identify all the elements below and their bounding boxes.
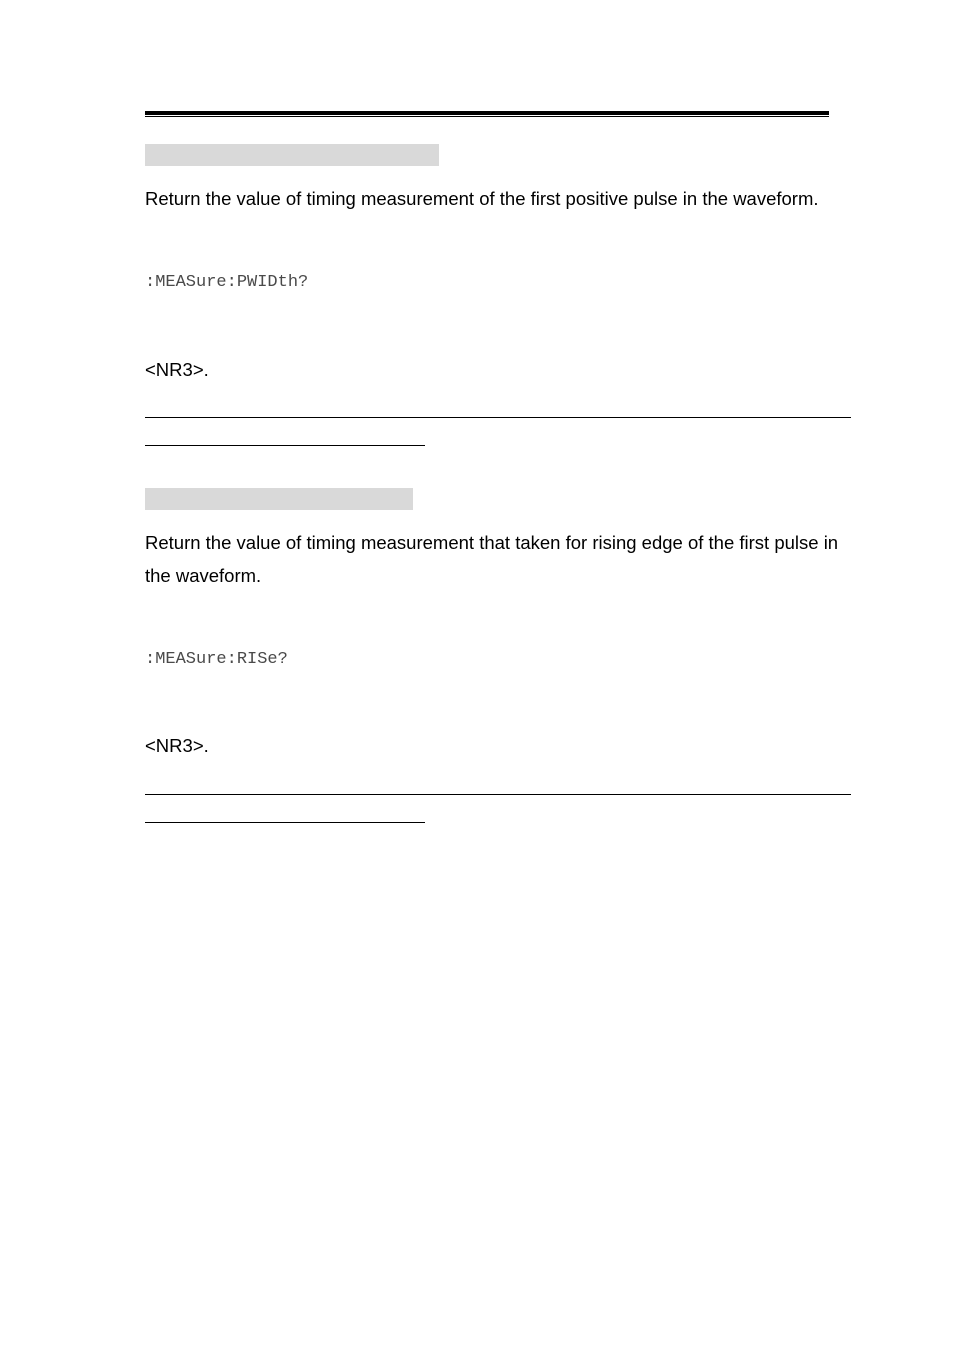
return-format: <NR3>.	[145, 359, 209, 380]
return-format: <NR3>.	[145, 735, 209, 756]
command-heading-bar-pwidth	[145, 144, 439, 166]
command-heading-bar-rise	[145, 488, 413, 510]
header-rule	[145, 111, 829, 115]
section-divider-long	[145, 794, 851, 795]
header-rule-thin	[145, 116, 829, 117]
section-divider-short	[145, 822, 425, 823]
section-divider-short	[145, 445, 425, 446]
command-description: Return the value of timing measurement that taken for rising edge of the first pulse in the waveform.	[145, 532, 839, 586]
command-syntax: :MEASure:PWIDth?	[145, 273, 309, 292]
section-divider-long	[145, 417, 851, 418]
command-syntax: :MEASure:RISe?	[145, 650, 288, 669]
command-description: Return the value of timing measurement of the first positive pulse in the waveform.	[145, 188, 819, 209]
